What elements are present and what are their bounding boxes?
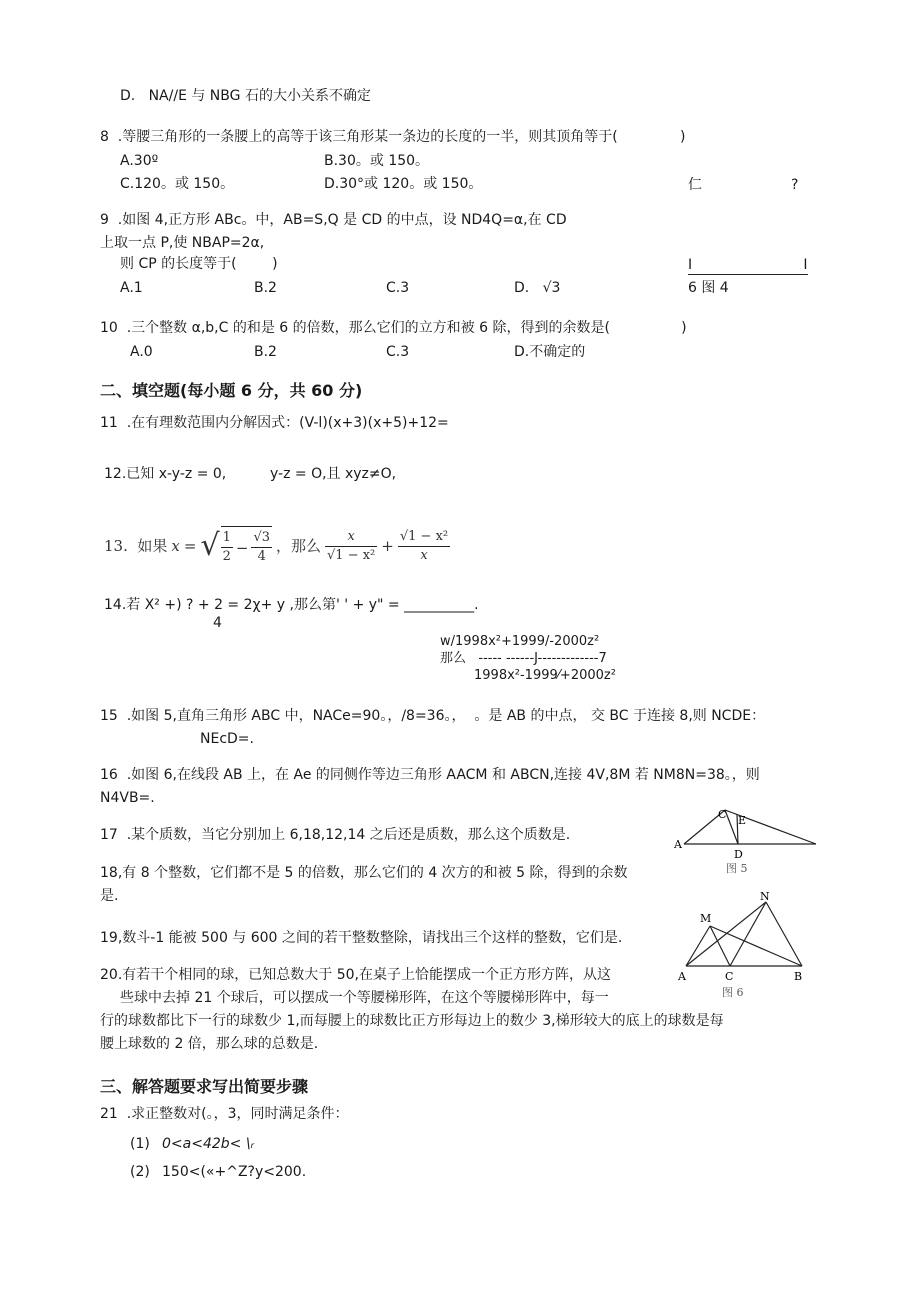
fig5-segment-cd [725, 810, 738, 844]
q13-expression [104, 522, 450, 570]
fig6-caption: 图 6 [722, 986, 744, 999]
q8-option-d: D.30°或 120。或 150。 [324, 176, 483, 192]
q8-option-a: A.30º [120, 153, 159, 169]
fraction-mid: 那么 ----- ------J-------------7 [440, 651, 607, 666]
figure-5 [670, 808, 830, 880]
fig5-caption: 图 5 [726, 862, 748, 875]
fig4-top-note: 仁 ? [688, 177, 799, 193]
q13-prefix: 13. 如果 [104, 537, 168, 555]
q10-stem: 10 .三个整数 α,b,C 的和是 6 的倍数，那么它们的立方和被 6 除，得到的余数是( ) [100, 320, 687, 336]
fig5-label-d: D [734, 848, 743, 861]
q21-cond2-num: (2) [130, 1164, 150, 1180]
q10-option-a: A.0 [130, 344, 153, 360]
radical-icon: √ [200, 528, 220, 563]
q13-then: ，那么 [276, 537, 322, 555]
fig4-bar: I I [688, 257, 808, 273]
q13-plus: + [381, 537, 394, 555]
fig6-label-c: C [725, 970, 734, 983]
q13-fraction-1: $\frac{x}{\text{√1 − x²}}$ [327, 528, 376, 563]
q19-text: 19,数斗-1 能被 500 与 600 之间的若干整数整除，请找出三个这样的整数，它们是. [100, 930, 623, 946]
q13-minus: − [235, 538, 249, 557]
q9-stem: 9 .如图 4,正方形 ABc。中，AB=S,Q 是 CD 的中点，设 ND4Q=α,在 CD [100, 212, 567, 228]
fig4-label: 6 图 4 [688, 280, 729, 296]
section3-title: 三、解答题要求写出简要步骤 [100, 1077, 309, 1096]
q9-option-c: C.3 [386, 280, 410, 296]
q21-stem: 21 .求正整数对(。，3，同时满足条件： [100, 1106, 349, 1122]
q9-line2: 上取一点 P,使 NBAP=2α, [100, 235, 265, 251]
q20-line4: 腰上球数的 2 倍，那么球的总数是. [100, 1036, 319, 1052]
q20-line1: 20.有若干个相同的球，已知总数大于 50,在桌子上恰能摆成一个正方形方阵，从这 [100, 967, 611, 983]
fig6-label-a: A [678, 970, 686, 983]
fig5-label-e: E [738, 814, 747, 827]
q18-line2: 是. [100, 888, 119, 904]
q14-text: 14.若 X² +) ? + 2 = 2χ+ y ,那么第' ' + y" = __________. [104, 597, 479, 613]
fig6-edge-cn [730, 902, 766, 966]
q10-option-d: D.不确定的 [514, 344, 586, 360]
fig6-label-n: N [760, 890, 770, 903]
q20-line3: 行的球数都比下一行的球数少 1,而每腰上的球数比正方形每边上的数少 3,梯形较大的底上的球数是每 [100, 1013, 724, 1029]
q13-var: x [171, 537, 180, 555]
fraction-top: w/1998x²+1999/-2000z² [440, 634, 600, 649]
q21-cond2: 150<(«+^Z?y<200. [162, 1164, 307, 1180]
q8-option-b: B.30。或 150。 [324, 153, 430, 169]
q9-line3: 则 CP 的长度等于( ) [120, 256, 278, 272]
q13-radicand [221, 526, 272, 566]
q9-option-b: B.2 [254, 280, 277, 296]
q17-text: 17 .某个质数，当它分别加上 6,18,12,14 之后还是质数，那么这个质数是. [100, 827, 571, 843]
q14-subscript: 4 [213, 615, 222, 631]
figure-6 [676, 888, 816, 1000]
q8-stem: 8 .等腰三角形的一条腰上的高等于该三角形某一条边的长度的一半，则其顶角等于( ) [100, 129, 686, 145]
fig6-edge-nb [766, 902, 802, 966]
fig6-edge-am [686, 926, 710, 966]
q16-line1: 16 .如图 6,在线段 AB 上，在 Ae 的同侧作等边三角形 AACM 和 ABCN,连接 4V,8M 若 NM8N=38。，则 [100, 767, 760, 783]
fig6-label-m: M [700, 912, 712, 925]
q7-option-d: D. NA//E 与 NBG 石的大小关系不确定 [120, 88, 371, 104]
fig6-label-b: B [794, 970, 803, 983]
q16-line2: N4VB=. [100, 790, 155, 806]
q21-cond1: 0<a<42b< \ᵣ [162, 1136, 255, 1152]
q13-half: $\frac{1}{2}$ [222, 530, 231, 564]
q18-line1: 18,有 8 个整数，它们都不是 5 的倍数，那么它们的 4 次方的和被 5 除，得到的余数 [100, 865, 628, 881]
q21-cond1-num: (1) [130, 1136, 150, 1152]
fig5-label-c: C [718, 808, 727, 821]
q8-option-c: C.120。或 150。 [120, 176, 235, 192]
q11-text: 11 .在有理数范围内分解因式：(V-l)(x+3)(x+5)+12= [100, 415, 449, 431]
q13-eq: = [183, 537, 197, 555]
section2-title: 二、填空题(每小题 6 分，共 60 分) [100, 381, 363, 400]
q20-line2: 些球中去掉 21 个球后，可以摆成一个等腰梯形阵，在这个等腰梯形阵中，每一 [120, 990, 609, 1006]
q10-option-c: C.3 [386, 344, 410, 360]
q12-part-a: 12.已知 x-y-z = 0, [104, 466, 227, 482]
q12-part-b: y-z = O,且 xyz≠O, [270, 466, 397, 482]
fig6-segment-an [686, 902, 766, 966]
q9-option-d: D. √3 [514, 280, 561, 296]
fig6-edge-mc [710, 926, 730, 966]
q15-line1: 15 .如图 5,直角三角形 ABC 中，NACe=90。，/8=36。， 。是 AB 的中点， 交 BC 于连接 8,则 NCDE： [100, 708, 766, 724]
fraction-bottom: 1998x²-1999⁄+2000z² [474, 668, 616, 683]
q15-line2: NEcD=. [200, 731, 254, 747]
q9-option-a: A.1 [120, 280, 143, 296]
q13-root3-over-4: $\frac{√3}{4}$ [253, 530, 270, 564]
fig6-segment-mb [710, 926, 802, 966]
q13-fraction-2: $\frac{\text{√1 − x²}}{x}$ [399, 528, 449, 563]
q10-option-b: B.2 [254, 344, 277, 360]
fig5-label-a: A [674, 838, 682, 851]
